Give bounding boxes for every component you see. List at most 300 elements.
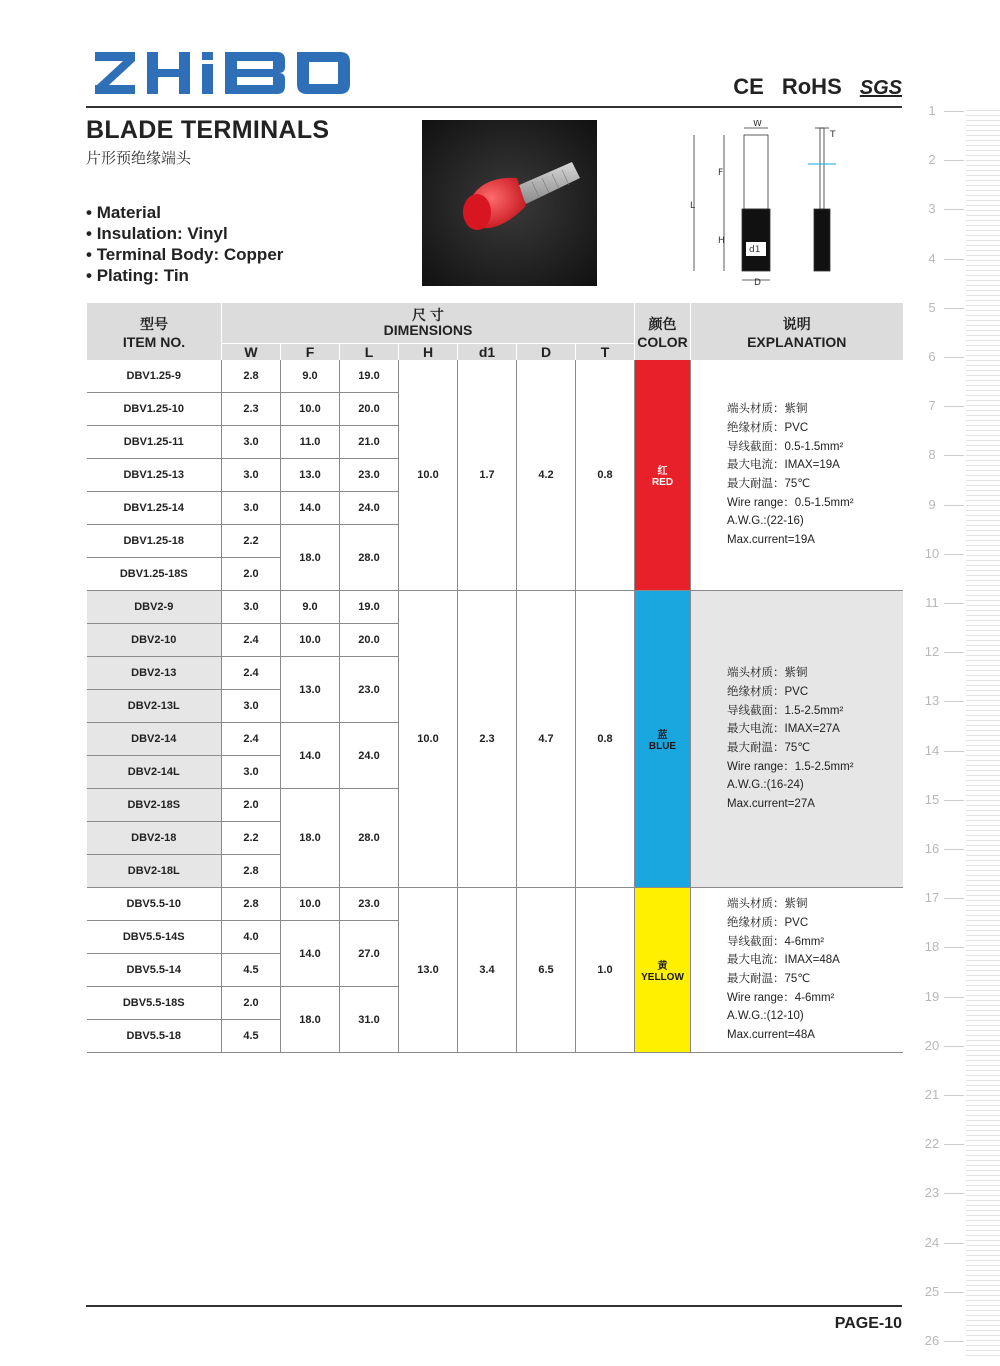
color-header-en: COLOR xyxy=(637,333,688,350)
explanation-line: 导线截面：0.5-1.5mm² xyxy=(727,440,844,453)
ruler-minor-tick xyxy=(966,310,1000,311)
explanation-header xyxy=(691,303,903,360)
l-cell: 24.0 xyxy=(340,492,399,525)
explanation-header-en: EXPLANATION xyxy=(747,333,847,350)
explanation-line: 最大耐温：75℃ xyxy=(727,478,811,490)
ruler-minor-tick xyxy=(966,250,1000,251)
ruler-minor-tick xyxy=(966,305,1000,306)
ruler-tick xyxy=(944,997,964,998)
ruler-minor-tick xyxy=(966,1045,1000,1046)
explanation-line: Wire range：4-6mm² xyxy=(727,991,835,1004)
ruler-minor-tick xyxy=(966,565,1000,566)
ruler-minor-tick xyxy=(966,605,1000,606)
f-cell: 10.0 xyxy=(281,393,340,426)
ruler-minor-tick xyxy=(966,1065,1000,1066)
ruler-minor-tick xyxy=(966,395,1000,396)
ruler-minor-tick xyxy=(966,490,1000,491)
ruler-minor-tick xyxy=(966,1305,1000,1306)
ruler-minor-tick xyxy=(966,1170,1000,1171)
item-no-cell: DBV5.5-18S xyxy=(87,987,222,1020)
ruler-minor-tick xyxy=(966,760,1000,761)
ruler-minor-tick xyxy=(966,280,1000,281)
dimensions-header-cn: 尺 寸 xyxy=(412,306,444,323)
ruler-minor-tick xyxy=(966,165,1000,166)
ruler-minor-tick xyxy=(966,1055,1000,1056)
ruler-minor-tick xyxy=(966,140,1000,141)
ruler-minor-tick xyxy=(966,620,1000,621)
ruler-minor-tick xyxy=(966,1100,1000,1101)
ruler-minor-tick xyxy=(966,380,1000,381)
ruler-minor-tick xyxy=(966,1090,1000,1091)
f-cell: 10.0 xyxy=(281,624,340,657)
ruler-minor-tick xyxy=(966,590,1000,591)
ruler-tick xyxy=(944,652,964,653)
ruler-minor-tick xyxy=(966,455,1000,456)
t-cell: 0.8 xyxy=(576,591,635,888)
item-no-header-en: ITEM NO. xyxy=(122,333,186,350)
f-cell: 14.0 xyxy=(281,921,340,987)
item-no-cell: DBV5.5-10 xyxy=(87,888,222,921)
explanation-line: Wire range：0.5-1.5mm² xyxy=(727,496,854,509)
ruler-minor-tick xyxy=(966,330,1000,331)
dimensions-header xyxy=(222,303,635,343)
page-number: PAGE-10 xyxy=(834,1315,902,1332)
ruler-minor-tick xyxy=(966,650,1000,651)
item-no-cell: DBV2-14 xyxy=(87,723,222,756)
ruler-minor-tick xyxy=(966,680,1000,681)
ruler-minor-tick xyxy=(966,970,1000,971)
col-header-h: H xyxy=(399,343,458,360)
t-cell: 1.0 xyxy=(576,888,635,1053)
ruler-minor-tick xyxy=(966,360,1000,361)
ruler-tick xyxy=(944,603,964,604)
ruler-minor-tick xyxy=(966,205,1000,206)
l-cell: 28.0 xyxy=(340,525,399,591)
ruler-minor-tick xyxy=(966,630,1000,631)
f-cell: 14.0 xyxy=(281,492,340,525)
ruler-minor-tick xyxy=(966,1325,1000,1326)
ruler-minor-tick xyxy=(966,770,1000,771)
ruler-minor-tick xyxy=(966,345,1000,346)
item-no-cell: DBV1.25-10 xyxy=(87,393,222,426)
h-cell: 13.0 xyxy=(399,888,458,1053)
ruler-minor-tick xyxy=(966,1080,1000,1081)
item-no-cell: DBV1.25-11 xyxy=(87,426,222,459)
ruler-minor-tick xyxy=(966,410,1000,411)
ruler-minor-tick xyxy=(966,295,1000,296)
item-no-cell: DBV5.5-18 xyxy=(87,1020,222,1053)
ruler-minor-tick xyxy=(966,1190,1000,1191)
ruler-minor-tick xyxy=(966,955,1000,956)
ruler-minor-tick xyxy=(966,290,1000,291)
ruler-minor-tick xyxy=(966,1285,1000,1286)
ruler-number: 14 xyxy=(924,742,940,758)
ruler-minor-tick xyxy=(966,1085,1000,1086)
ruler-minor-tick xyxy=(966,1150,1000,1151)
ruler-number: 4 xyxy=(928,250,936,266)
ruler-minor-tick xyxy=(966,150,1000,151)
ruler-minor-tick xyxy=(966,1235,1000,1236)
ruler-minor-tick xyxy=(966,210,1000,211)
ruler-minor-tick xyxy=(966,300,1000,301)
ruler-minor-tick xyxy=(966,945,1000,946)
ruler-minor-tick xyxy=(966,160,1000,161)
explanation-header-cn: 说明 xyxy=(782,315,811,332)
ruler-minor-tick xyxy=(966,1005,1000,1006)
item-no-cell: DBV2-14L xyxy=(87,756,222,789)
explanation-line: Max.current=27A xyxy=(727,798,815,811)
w-cell: 3.0 xyxy=(222,492,281,525)
color-swatch-blue xyxy=(635,591,691,888)
ce-mark: CE xyxy=(733,74,764,99)
ruler-number: 6 xyxy=(928,349,936,364)
ruler-minor-tick xyxy=(966,1040,1000,1041)
ruler-minor-tick xyxy=(966,1035,1000,1036)
ruler-minor-tick xyxy=(966,495,1000,496)
item-no-header xyxy=(87,303,222,360)
ruler-number: 11 xyxy=(925,595,939,610)
color-name-cn: 红 xyxy=(657,466,668,477)
ruler-minor-tick xyxy=(966,635,1000,636)
ruler-minor-tick xyxy=(966,370,1000,371)
ruler-minor-tick xyxy=(966,965,1000,966)
ruler-minor-tick xyxy=(966,1075,1000,1076)
l-cell: 23.0 xyxy=(340,657,399,723)
ruler-minor-tick xyxy=(966,355,1000,356)
drawing-label-w: W xyxy=(753,120,762,129)
explanation-cell xyxy=(691,360,903,591)
item-no-cell: DBV2-18L xyxy=(87,855,222,888)
ruler-minor-tick xyxy=(966,315,1000,316)
ruler-minor-tick xyxy=(966,920,1000,921)
ruler-minor-tick xyxy=(966,795,1000,796)
w-cell: 2.3 xyxy=(222,393,281,426)
explanation-line: 端头材质：紫铜 xyxy=(727,667,808,680)
drawing-label-f: F xyxy=(718,168,724,178)
ruler-minor-tick xyxy=(966,155,1000,156)
ruler-minor-tick xyxy=(966,1060,1000,1061)
certification-marks xyxy=(733,74,902,100)
l-cell: 19.0 xyxy=(340,360,399,393)
ruler-minor-tick xyxy=(966,525,1000,526)
item-no-cell: DBV1.25-18S xyxy=(87,558,222,591)
item-no-cell: DBV2-18S xyxy=(87,789,222,822)
t-cell: 0.8 xyxy=(576,360,635,591)
ruler-minor-tick xyxy=(966,1250,1000,1251)
ruler-number: 8 xyxy=(928,447,936,463)
color-swatch-red xyxy=(635,360,691,591)
ruler-minor-tick xyxy=(966,170,1000,171)
ruler-minor-tick xyxy=(966,135,1000,136)
ruler-minor-tick xyxy=(966,1145,1000,1146)
item-no-cell: DBV1.25-18 xyxy=(87,525,222,558)
ruler-minor-tick xyxy=(966,815,1000,816)
ruler-minor-tick xyxy=(966,470,1000,471)
feature-item: • Insulation: Vinyl xyxy=(86,223,283,244)
ruler-number: 12 xyxy=(924,644,940,660)
ruler-minor-tick xyxy=(966,645,1000,646)
drawing-label-d: D xyxy=(754,278,761,288)
w-cell: 4.5 xyxy=(222,954,281,987)
ruler-minor-tick xyxy=(966,740,1000,741)
w-cell: 2.2 xyxy=(222,822,281,855)
ruler-minor-tick xyxy=(966,1115,1000,1116)
ruler-minor-tick xyxy=(966,1355,1000,1356)
ruler-minor-tick xyxy=(966,215,1000,216)
f-cell: 18.0 xyxy=(281,987,340,1053)
rohs-mark: RoHS xyxy=(781,74,842,99)
item-no-cell: DBV5.5-14 xyxy=(87,954,222,987)
ruler-minor-tick xyxy=(966,910,1000,911)
explanation-line: 最大耐温：75℃ xyxy=(727,973,811,985)
ruler-minor-tick xyxy=(966,925,1000,926)
ruler-minor-tick xyxy=(966,175,1000,176)
ruler-number: 13 xyxy=(924,693,940,709)
color-name-cn: 黄 xyxy=(657,961,668,972)
ruler-minor-tick xyxy=(966,845,1000,846)
ruler-minor-tick xyxy=(966,850,1000,851)
f-cell: 18.0 xyxy=(281,525,340,591)
w-cell: 2.0 xyxy=(222,558,281,591)
ruler-minor-tick xyxy=(966,505,1000,506)
ruler-number: 20 xyxy=(924,1037,940,1053)
table-row xyxy=(87,591,903,624)
ruler-minor-tick xyxy=(966,1220,1000,1221)
ruler-minor-tick xyxy=(966,240,1000,241)
drawing-label-d1: d1 xyxy=(749,245,761,255)
item-no-cell: DBV5.5-14S xyxy=(87,921,222,954)
ruler-tick xyxy=(944,800,964,801)
ruler-tick xyxy=(944,1341,964,1342)
ruler-minor-tick xyxy=(966,1200,1000,1201)
explanation-line: A.W.G.:(22-16) xyxy=(727,515,804,528)
ruler-minor-tick xyxy=(966,1240,1000,1241)
ruler-minor-tick xyxy=(966,335,1000,336)
ruler-minor-tick xyxy=(966,930,1000,931)
ruler-minor-tick xyxy=(966,1010,1000,1011)
l-cell: 19.0 xyxy=(340,591,399,624)
explanation-cell xyxy=(691,888,903,1053)
ruler-number: 23 xyxy=(924,1185,940,1201)
w-cell: 3.0 xyxy=(222,756,281,789)
dimension-drawing xyxy=(688,120,858,288)
explanation-line: 最大耐温：75℃ xyxy=(727,742,811,754)
ruler-minor-tick xyxy=(966,390,1000,391)
ruler-minor-tick xyxy=(966,860,1000,861)
w-cell: 2.4 xyxy=(222,723,281,756)
ruler-minor-tick xyxy=(966,350,1000,351)
ruler-minor-tick xyxy=(966,110,1000,111)
ruler-minor-tick xyxy=(966,1335,1000,1336)
ruler-number: 9 xyxy=(928,496,936,512)
ruler-number: 18 xyxy=(924,939,940,955)
ruler-minor-tick xyxy=(966,1180,1000,1181)
ruler-minor-tick xyxy=(966,530,1000,531)
ruler-minor-tick xyxy=(966,1320,1000,1321)
product-title: BLADE TERMINALS xyxy=(86,116,330,144)
ruler-minor-tick xyxy=(966,265,1000,266)
ruler-minor-tick xyxy=(966,1155,1000,1156)
ruler-minor-tick xyxy=(966,480,1000,481)
ruler-minor-tick xyxy=(966,1295,1000,1296)
ruler-minor-tick xyxy=(966,990,1000,991)
ruler-tick xyxy=(944,1243,964,1244)
ruler-minor-tick xyxy=(966,995,1000,996)
f-cell: 13.0 xyxy=(281,459,340,492)
ruler-tick xyxy=(944,554,964,555)
ruler-minor-tick xyxy=(966,980,1000,981)
ruler-minor-tick xyxy=(966,780,1000,781)
feature-item: • Material xyxy=(86,202,283,223)
ruler-number: 25 xyxy=(924,1283,940,1299)
ruler-minor-tick xyxy=(966,1255,1000,1256)
f-cell: 9.0 xyxy=(281,360,340,393)
item-no-cell: DBV2-18 xyxy=(87,822,222,855)
f-cell: 10.0 xyxy=(281,888,340,921)
sgs-mark: SGS xyxy=(859,77,902,99)
ruler-tick xyxy=(944,849,964,850)
ruler-minor-tick xyxy=(966,1095,1000,1096)
explanation-line: 最大电流：IMAX=48A xyxy=(727,954,840,967)
f-cell: 13.0 xyxy=(281,657,340,723)
ruler-minor-tick xyxy=(966,875,1000,876)
explanation-line: 绝缘材质：PVC xyxy=(727,421,809,434)
d-cell: 4.2 xyxy=(517,360,576,591)
l-cell: 27.0 xyxy=(340,921,399,987)
ruler-number: 5 xyxy=(928,299,936,315)
ruler-minor-tick xyxy=(966,125,1000,126)
ruler-tick xyxy=(944,209,964,210)
explanation-line: 最大电流：IMAX=27A xyxy=(727,723,840,736)
ruler-tick xyxy=(944,357,964,358)
ruler-minor-tick xyxy=(966,655,1000,656)
l-cell: 20.0 xyxy=(340,393,399,426)
w-cell: 2.4 xyxy=(222,624,281,657)
ruler-minor-tick xyxy=(966,610,1000,611)
ruler-number: 17 xyxy=(924,890,940,906)
ruler-minor-tick xyxy=(966,775,1000,776)
explanation-line: Wire range：1.5-2.5mm² xyxy=(727,760,854,773)
ruler-minor-tick xyxy=(966,145,1000,146)
ruler-tick xyxy=(944,1292,964,1293)
ruler-minor-tick xyxy=(966,1125,1000,1126)
ruler-minor-tick xyxy=(966,1315,1000,1316)
ruler-minor-tick xyxy=(966,640,1000,641)
ruler-minor-tick xyxy=(966,975,1000,976)
ruler-minor-tick xyxy=(966,520,1000,521)
ruler-minor-tick xyxy=(966,885,1000,886)
ruler-minor-tick xyxy=(966,365,1000,366)
item-no-cell: DBV2-13L xyxy=(87,690,222,723)
ruler-minor-tick xyxy=(966,915,1000,916)
ruler-minor-tick xyxy=(966,485,1000,486)
color-swatch-yellow xyxy=(635,888,691,1053)
f-cell: 18.0 xyxy=(281,789,340,888)
w-cell: 4.5 xyxy=(222,1020,281,1053)
feature-item: • Terminal Body: Copper xyxy=(86,244,283,265)
ruler-minor-tick xyxy=(966,960,1000,961)
ruler-minor-tick xyxy=(966,515,1000,516)
col-header-t: T xyxy=(576,343,635,360)
ruler-minor-tick xyxy=(966,235,1000,236)
ruler-minor-tick xyxy=(966,420,1000,421)
w-cell: 2.0 xyxy=(222,789,281,822)
ruler-minor-tick xyxy=(966,700,1000,701)
product-subtitle: 片形预绝缘端头 xyxy=(86,150,192,167)
ruler-minor-tick xyxy=(966,890,1000,891)
ruler-minor-tick xyxy=(966,690,1000,691)
col-header-l: L xyxy=(340,343,399,360)
ruler-minor-tick xyxy=(966,755,1000,756)
ruler-minor-tick xyxy=(966,705,1000,706)
ruler-minor-tick xyxy=(966,1140,1000,1141)
ruler-minor-tick xyxy=(966,595,1000,596)
ruler-minor-tick xyxy=(966,1290,1000,1291)
item-no-header-cn: 型号 xyxy=(140,315,168,332)
ruler-minor-tick xyxy=(966,195,1000,196)
ruler-minor-tick xyxy=(966,935,1000,936)
ruler-minor-tick xyxy=(966,570,1000,571)
f-cell: 11.0 xyxy=(281,426,340,459)
w-cell: 3.0 xyxy=(222,426,281,459)
ruler-minor-tick xyxy=(966,1000,1000,1001)
w-cell: 2.8 xyxy=(222,360,281,393)
ruler-number: 21 xyxy=(924,1087,940,1102)
ruler-minor-tick xyxy=(966,1225,1000,1226)
ruler-tick xyxy=(944,160,964,161)
w-cell: 3.0 xyxy=(222,690,281,723)
ruler-minor-tick xyxy=(966,440,1000,441)
ruler-minor-tick xyxy=(966,870,1000,871)
ruler-tick xyxy=(944,1046,964,1047)
f-cell: 9.0 xyxy=(281,591,340,624)
ruler-number: 2 xyxy=(928,152,936,168)
ruler-tick xyxy=(944,455,964,456)
ruler-minor-tick xyxy=(966,255,1000,256)
ruler-minor-tick xyxy=(966,275,1000,276)
ruler-minor-tick xyxy=(966,880,1000,881)
ruler-minor-tick xyxy=(966,695,1000,696)
ruler-minor-tick xyxy=(966,460,1000,461)
l-cell: 23.0 xyxy=(340,459,399,492)
w-cell: 2.2 xyxy=(222,525,281,558)
ruler-minor-tick xyxy=(966,225,1000,226)
ruler-minor-tick xyxy=(966,1205,1000,1206)
ruler-tick xyxy=(944,308,964,309)
color-header xyxy=(635,303,691,360)
ruler-minor-tick xyxy=(966,835,1000,836)
w-cell: 3.0 xyxy=(222,459,281,492)
d-cell: 4.7 xyxy=(517,591,576,888)
explanation-line: 导线截面：4-6mm² xyxy=(727,935,825,948)
ruler-minor-tick xyxy=(966,895,1000,896)
w-cell: 2.8 xyxy=(222,888,281,921)
ruler-minor-tick xyxy=(966,435,1000,436)
f-cell: 14.0 xyxy=(281,723,340,789)
color-name-en: BLUE xyxy=(648,741,677,752)
explanation-line: A.W.G.:(16-24) xyxy=(727,779,804,792)
ruler-minor-tick xyxy=(966,750,1000,751)
ruler-minor-tick xyxy=(966,385,1000,386)
item-no-cell: DBV1.25-13 xyxy=(87,459,222,492)
ruler-minor-tick xyxy=(966,1165,1000,1166)
dimensions-header-en: DIMENSIONS xyxy=(383,321,473,338)
ruler-minor-tick xyxy=(966,790,1000,791)
w-cell: 4.0 xyxy=(222,921,281,954)
ruler-minor-tick xyxy=(966,940,1000,941)
item-no-cell: DBV1.25-9 xyxy=(87,360,222,393)
ruler-minor-tick xyxy=(966,1280,1000,1281)
